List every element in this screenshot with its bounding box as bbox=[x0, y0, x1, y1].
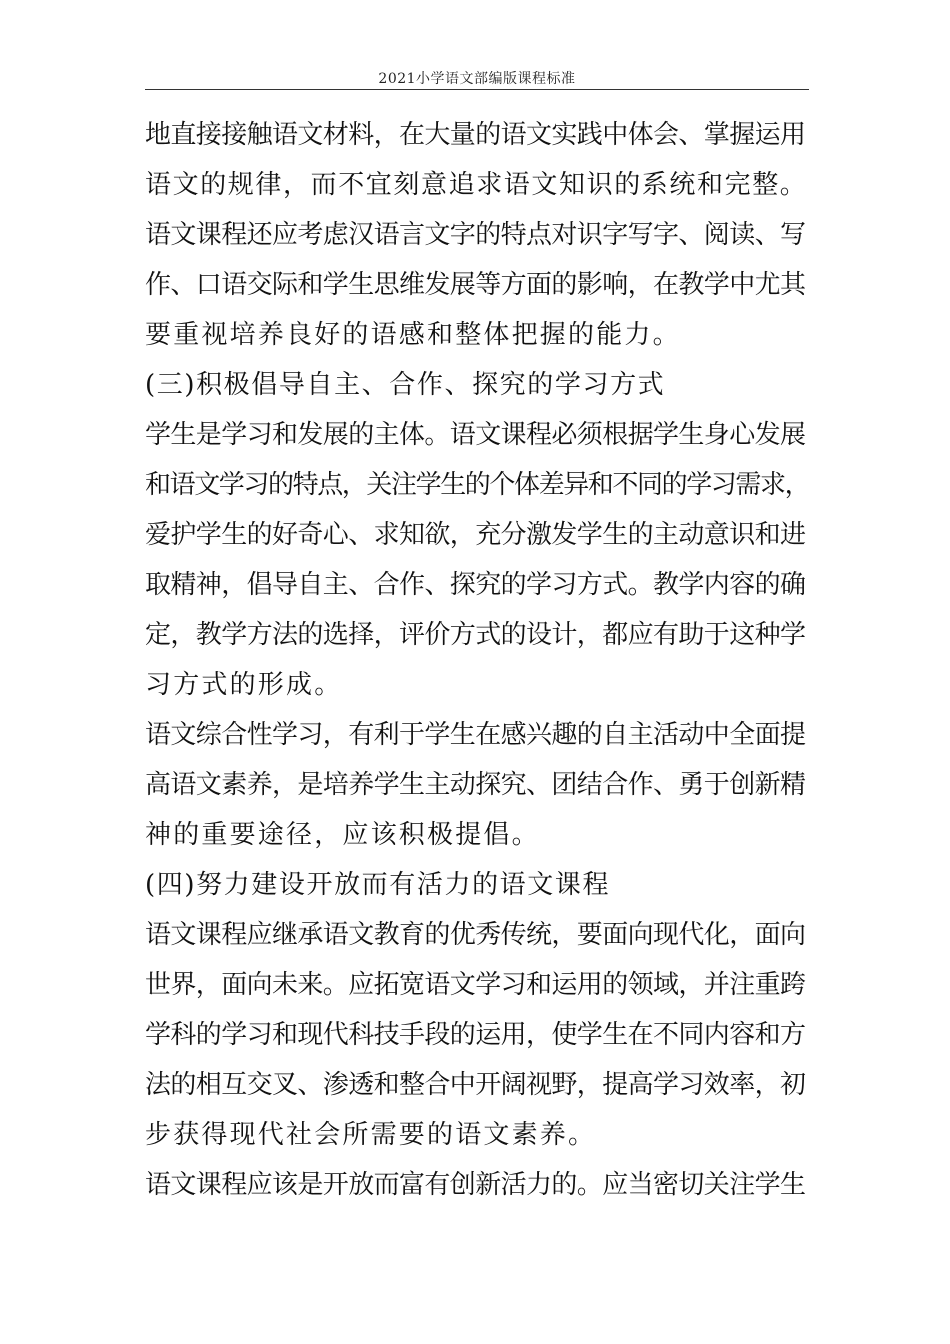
text-line: 语文综合性学习，有利于学生在感兴趣的自主活动中全面提 bbox=[145, 720, 806, 750]
section-heading: (四)努力建设开放而有活力的语文课程 bbox=[145, 870, 611, 900]
text-line: 地直接接触语文材料，在大量的语文实践中体会、掌握运用 bbox=[145, 120, 806, 150]
text-line: 步获得现代社会所需要的语文素养。 bbox=[145, 1120, 597, 1150]
text-line: 神的重要途径，应该积极提倡。 bbox=[145, 820, 540, 850]
section-heading: (三)积极倡导自主、合作、探究的学习方式 bbox=[145, 370, 666, 400]
text-line: 语文课程还应考虑汉语言文字的特点对识字写字、阅读、写 bbox=[145, 220, 806, 250]
document-body bbox=[145, 110, 809, 1210]
text-line: 高语文素养，是培养学生主动探究、团结合作、勇于创新精 bbox=[145, 770, 806, 800]
text-line: 世界，面向未来。应拓宽语文学习和运用的领域，并注重跨 bbox=[145, 970, 806, 1000]
text-line: 学科的学习和现代科技手段的运用，使学生在不同内容和方 bbox=[145, 1020, 806, 1050]
text-line: 爱护学生的好奇心、求知欲，充分激发学生的主动意识和进 bbox=[145, 520, 806, 550]
page-header: 2021小学语文部编版课程标准 bbox=[378, 71, 576, 87]
text-line: 要重视培养良好的语感和整体把握的能力。 bbox=[145, 320, 681, 350]
text-line: 语文课程应继承语文教育的优秀传统，要面向现代化，面向 bbox=[145, 920, 806, 950]
text-line: 语文课程应该是开放而富有创新活力的。应当密切关注学生 bbox=[145, 1170, 806, 1200]
text-line: 取精神，倡导自主、合作、探究的学习方式。教学内容的确 bbox=[145, 570, 806, 600]
text-line: 作、口语交际和学生思维发展等方面的影响，在教学中尤其 bbox=[145, 270, 806, 300]
header-rule bbox=[145, 89, 809, 90]
text-line: 语文的规律，而不宜刻意追求语文知识的系统和完整。 bbox=[145, 170, 808, 200]
text-line: 定，教学方法的选择，评价方式的设计，都应有助于这种学 bbox=[145, 620, 806, 650]
text-line: 和语文学习的特点，关注学生的个体差异和不同的学习需求， bbox=[145, 470, 810, 500]
text-line: 学生是学习和发展的主体。语文课程必须根据学生身心发展 bbox=[145, 420, 806, 450]
text-line: 习方式的形成。 bbox=[145, 670, 343, 700]
text-line: 法的相互交叉、渗透和整合中开阔视野，提高学习效率，初 bbox=[145, 1070, 806, 1100]
